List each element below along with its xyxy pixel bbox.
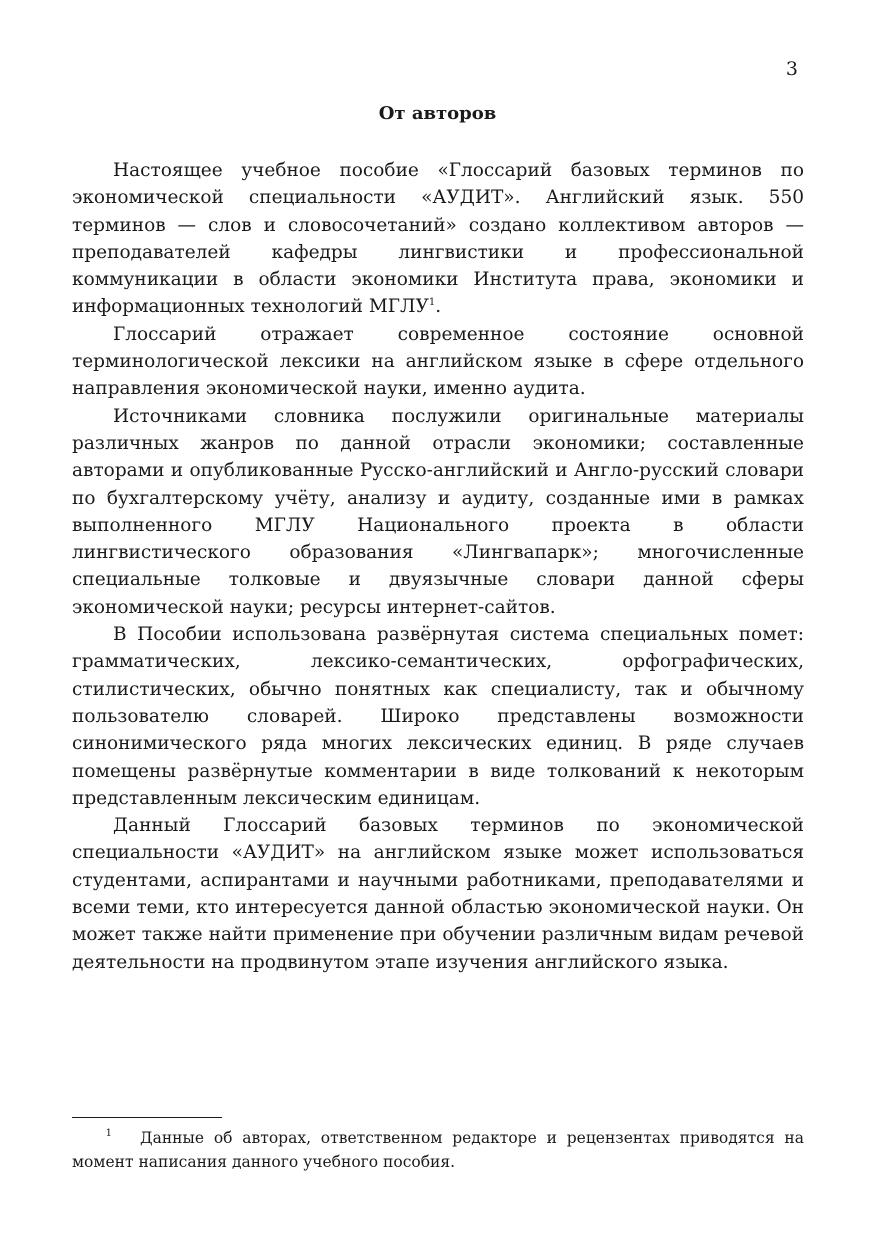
footnote <box>72 1126 804 1174</box>
body-text <box>72 157 804 976</box>
page-number: 3 <box>785 58 798 80</box>
footnote-number: 1 <box>105 1128 112 1139</box>
paragraph-5: Данный Глоссарий базовых терминов по экономической специальности «АУДИТ» на английском языке может использоваться студентами, аспирантами и научными работниками, преподавателями и всеми теми, кто интересуется данной областью экономической науки. Он может также найти применение при обучении различным видам речевой деятельности на продвинутом этапе изучения английского языка. <box>72 815 804 973</box>
section-title: От авторов <box>378 103 497 124</box>
paragraph-1-text: Настоящее учебное пособие «Глоссарий базовых терминов по экономической специальности «АУДИТ». Английский язык. 550 терминов — слов и словосочетаний» создано коллективом авторов — преподавателей кафедры лингвистики и профессиональной коммуникации в области экономики Института права, экономики и информационных технологий МГЛУ <box>72 160 804 318</box>
paragraph-4: В Пособии использована развёрнутая система специальных помет: грамматических, лексико-семантических, орфографических, стилистических, обычно понятных как специалисту, так и обычному пользователю словарей. Широко представлены возможности синонимического ряда многих лексических единиц. В ряде случаев помещены развёрнутые комментарии в виде толкований к некоторым представленным лексическим единицам. <box>72 624 804 809</box>
footnote-ref: 1 <box>428 297 436 309</box>
paragraph-1-tail: . <box>435 296 442 318</box>
paragraph-2: Глоссарий отражает современное состояние основной терминологической лексики на английском языке в сфере отдельного направления экономической науки, именно аудита. <box>72 323 804 400</box>
paragraph-1 <box>72 157 804 321</box>
footnote-paragraph <box>72 1126 804 1174</box>
paragraph-3: Источниками словника послужили оригинальные материалы различных жанров по данной отрасли экономики; составленные авторами и опубликованные Русско-английский и Англо-русский словари по бухгалтерскому учёту, анализу и аудиту, созданные ими в рамках выполненного МГЛУ Национального проекта в области лингвистического образования «Лингвапарк»; многочисленные специальные толковые и двуязычные словари данной сферы экономической науки; ресурсы интернет-сайтов. <box>72 405 804 618</box>
footnote-text: Данные об авторах, ответственном редакторе и рецензентах приводятся на момент написания данного учебного пособия. <box>72 1129 804 1171</box>
footnote-divider <box>72 1117 222 1118</box>
